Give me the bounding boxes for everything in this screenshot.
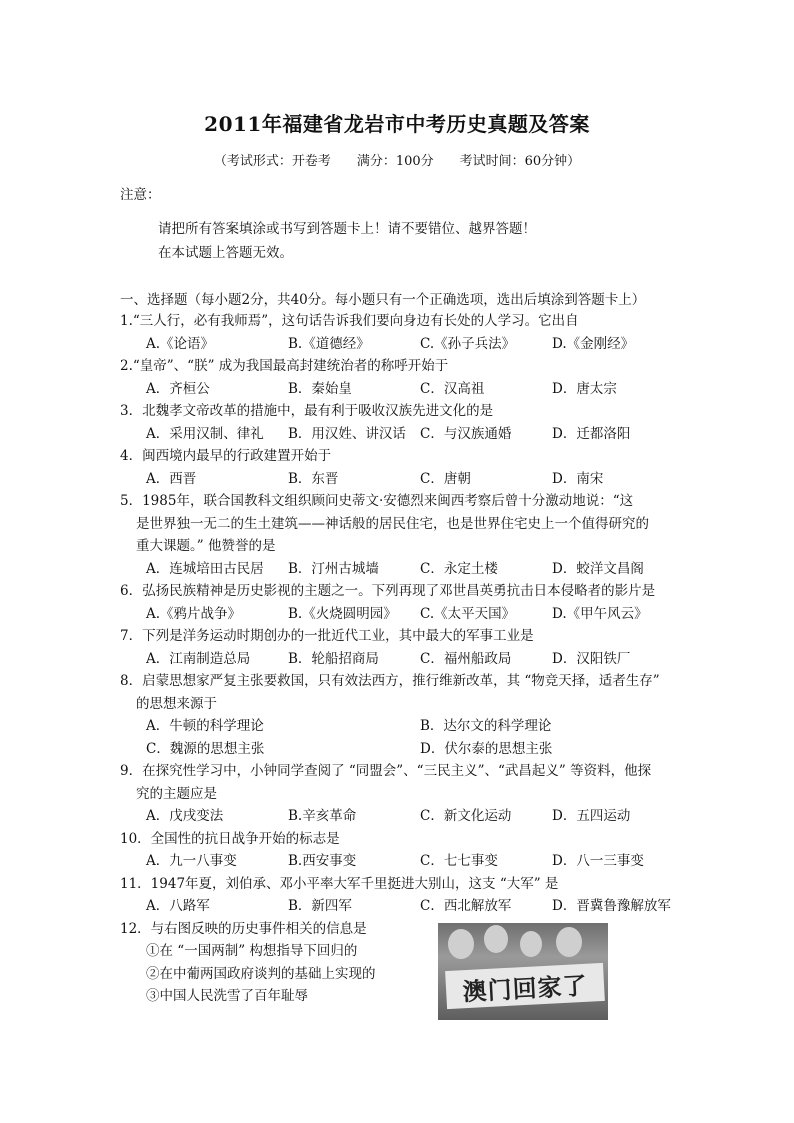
- option-a: A．采用汉制、律礼: [146, 425, 264, 442]
- option-b: B.《火烧圆明园》: [288, 605, 397, 622]
- option-d: D．南宋: [552, 470, 604, 487]
- option-a: A．江南制造总局: [146, 650, 251, 667]
- option-a: A．戊戌变法: [146, 808, 224, 824]
- question-stem: 4．闽西境内最早的行政建置开始于: [120, 448, 332, 464]
- option-row: [120, 805, 700, 828]
- option-c: C．七七事变: [420, 853, 498, 869]
- option-b: B．达尔文的科学理论: [420, 718, 552, 734]
- question-2: [120, 355, 700, 400]
- question-stem: 10．全国性的抗日战争开始的标志是: [120, 830, 340, 847]
- option-a: A.《鸦片战争》: [146, 605, 242, 622]
- option-row: [120, 423, 700, 446]
- option-c: C.《太平天国》: [420, 605, 516, 622]
- question-stem: 重大课题。” 他赞誉的是: [136, 538, 276, 554]
- option-c: C．魏源的思想主张: [146, 740, 265, 757]
- option-b: B．秦始皇: [288, 380, 352, 397]
- question-6: [120, 580, 700, 625]
- option-d: D．蛟洋文昌阁: [552, 560, 644, 577]
- option-a: A．牛顿的科学理论: [146, 718, 264, 734]
- option-c: C．福州船政局: [420, 650, 512, 667]
- notice-line-1: 请把所有答案填涂或书写到答题卡上！请不要错位、越界答题！: [158, 221, 536, 237]
- option-d: D．晋冀鲁豫解放军: [552, 898, 671, 914]
- photo-children-banner-icon: [438, 923, 608, 1020]
- question-stem: 1.“三人行，必有我师焉”，这句话告诉我们要向身边有长处的人学习。它出自: [120, 313, 579, 329]
- question-stem: 12．与右图反映的历史事件相关的信息是: [120, 920, 367, 937]
- option-d: D.《金刚经》: [552, 335, 635, 352]
- option-a: A．齐桓公: [146, 380, 210, 397]
- option-c: C.《孙子兵法》: [420, 335, 516, 352]
- question-stem: 3．北魏孝文帝改革的措施中，最有利于吸收汉族先进文化的是: [120, 403, 494, 419]
- banner-text: 澳门回家了: [445, 963, 605, 1009]
- option-a: A．连城培田古民居: [146, 560, 264, 577]
- option-row: [120, 468, 700, 491]
- option-d: D．唐太宗: [552, 380, 617, 397]
- question-list: [120, 310, 700, 1008]
- option-row: [120, 558, 700, 581]
- option-row: [120, 603, 700, 626]
- question-stem: 究的主题应是: [136, 785, 217, 802]
- section-heading: 一、选择题（每小题2分，共40分。每小题只有一个正确选项，选出后填涂到答题卡上）: [120, 292, 646, 308]
- option-c: C．与汉族通婚: [420, 425, 512, 442]
- option-d: D．汉阳铁厂: [552, 650, 631, 667]
- question-stem: 6．弘扬民族精神是历史影视的主题之一。下列再现了邓世昌英勇抗击日本侵略者的影片是: [120, 583, 656, 599]
- option-row: [120, 333, 700, 356]
- option-b: B.西安事变: [288, 853, 357, 869]
- option-b: B．东晋: [288, 470, 339, 487]
- question-stem: 的思想来源于: [136, 695, 217, 712]
- option-row: [120, 715, 700, 738]
- notice-heading: 注意：: [120, 187, 161, 203]
- question-4: [120, 445, 700, 490]
- question-5: [120, 490, 700, 580]
- option-row: [120, 895, 700, 918]
- option-d: D．伏尔泰的思想主张: [420, 740, 553, 757]
- option-row: [120, 378, 700, 401]
- option-b: B．新四军: [288, 898, 352, 914]
- option-b: B.《道德经》: [288, 335, 370, 352]
- question-stem: 9．在探究性学习中，小钟同学查阅了 “同盟会”、“三民主义”、“武昌起义” 等资料，他探: [120, 763, 652, 779]
- option-c: C．新文化运动: [420, 808, 512, 824]
- option-row: [120, 738, 700, 761]
- notice-line-2: 在本试题上答题无效。: [158, 245, 293, 261]
- child-face-icon: [520, 931, 542, 957]
- question-stem: 2.“皇帝”、“朕” 成为我国最高封建统治者的称呼开始于: [120, 358, 449, 374]
- option-c: C．汉高祖: [420, 380, 485, 397]
- option-a: A.《论语》: [146, 335, 215, 352]
- child-face-icon: [484, 925, 508, 953]
- statement-1: ①在 “一国两制” 构想指导下回归的: [146, 943, 358, 959]
- exam-subtitle: （考试形式：开卷考 满分：100分 考试时间：60分钟）: [213, 154, 581, 169]
- option-row: [120, 850, 700, 873]
- option-a: A．八路军: [146, 898, 210, 914]
- question-11: [120, 873, 700, 918]
- option-d: D．迁都洛阳: [552, 425, 631, 442]
- option-c: C．永定土楼: [420, 560, 498, 577]
- option-b: B．用汉姓、讲汉话: [288, 425, 406, 442]
- question-9: [120, 760, 700, 828]
- option-d: D．八一三事变: [552, 853, 644, 869]
- option-a: A．九一八事变: [146, 853, 237, 869]
- option-b: B．轮船招商局: [288, 650, 379, 667]
- option-b: B．汀州古城墙: [288, 560, 379, 577]
- question-1: [120, 310, 700, 355]
- question-stem: 5．1985年，联合国教科文组织顾问史蒂文·安德烈来闽西考察后曾十分激动地说：“这: [120, 493, 634, 509]
- option-b: B.辛亥革命: [288, 808, 357, 824]
- question-stem: 11．1947年夏，刘伯承、邓小平率大军千里挺进大别山，这支 “大军” 是: [120, 875, 559, 892]
- exam-title: 2011年福建省龙岩市中考历史真题及答案: [204, 112, 590, 136]
- question-stem: 8．启蒙思想家严复主张要救国，只有效法西方，推行维新改革，其 “物竞天择，适者生存”: [120, 673, 660, 689]
- question-10: [120, 828, 700, 873]
- option-d: D.《甲午风云》: [552, 605, 648, 622]
- question-3: [120, 400, 700, 445]
- question-stem: 7．下列是洋务运动时期创办的一批近代工业，其中最大的军事工业是: [120, 628, 534, 644]
- statement-2: ②在中葡两国政府谈判的基础上实现的: [146, 965, 376, 982]
- option-c: C．西北解放军: [420, 898, 512, 914]
- option-a: A．西晋: [146, 470, 197, 487]
- question-8: [120, 670, 700, 760]
- question-stem: 是世界独一无二的生土建筑——神话般的居民住宅，也是世界住宅史上一个值得研究的: [136, 515, 649, 532]
- question-7: [120, 625, 700, 670]
- option-d: D．五四运动: [552, 808, 631, 824]
- option-c: C．唐朝: [420, 470, 471, 487]
- question-12: [120, 918, 700, 1008]
- child-face-icon: [448, 929, 474, 959]
- option-row: [120, 648, 700, 671]
- child-face-icon: [556, 927, 582, 957]
- statement-3: ③中国人民洗雪了百年耻辱: [146, 988, 308, 1004]
